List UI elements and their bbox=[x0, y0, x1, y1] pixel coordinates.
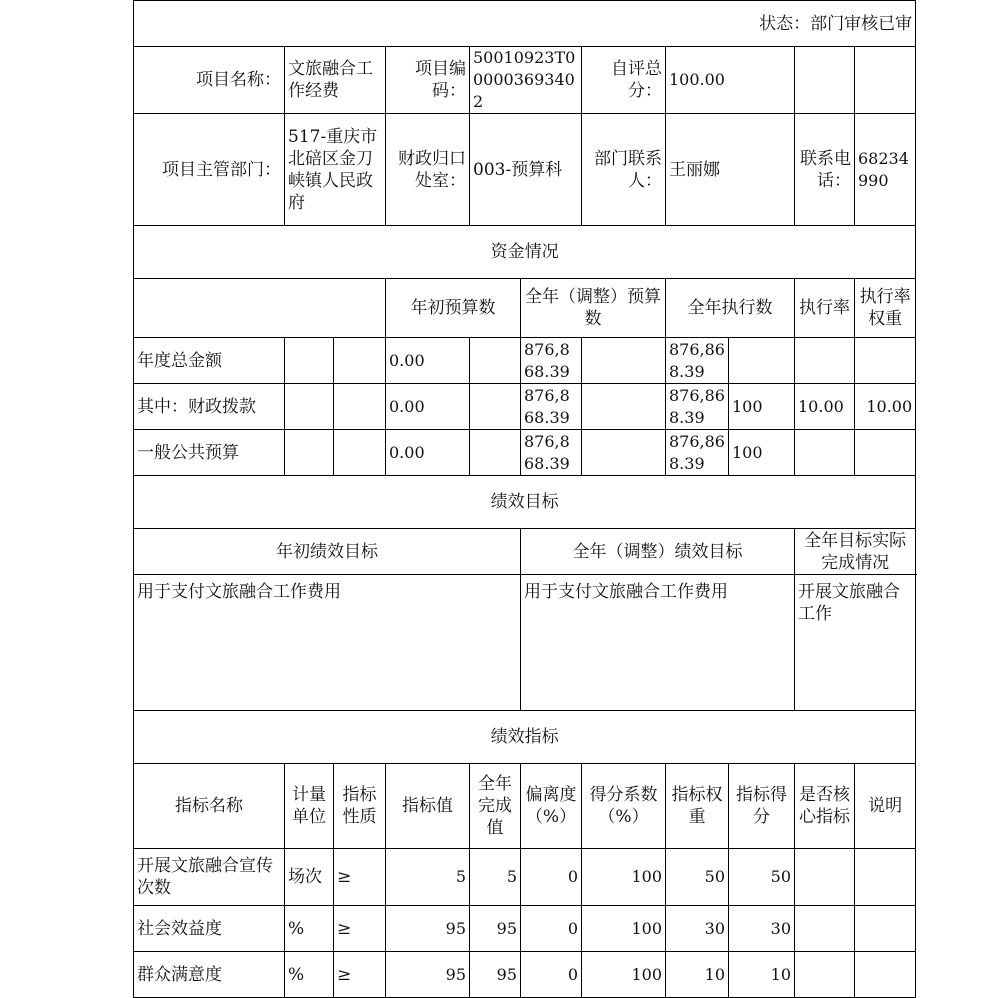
funds-row-name: 年度总金额 bbox=[134, 338, 285, 384]
ind-header-score: 指标得分 bbox=[729, 764, 795, 849]
empty-cell bbox=[334, 430, 386, 476]
ind-row-nature: ≥ bbox=[334, 849, 386, 906]
empty-cell bbox=[334, 338, 386, 384]
ind-row-nature: ≥ bbox=[334, 906, 386, 952]
empty-cell bbox=[285, 430, 334, 476]
project-name-label: 项目名称： bbox=[134, 47, 285, 114]
empty-cell bbox=[855, 47, 916, 114]
ind-row-name: 开展文旅融合宣传次数 bbox=[134, 849, 285, 906]
funds-row-score bbox=[855, 430, 916, 476]
empty-cell bbox=[582, 430, 666, 476]
ind-row-note bbox=[855, 952, 916, 998]
goals-header-adjusted: 全年（调整）绩效目标 bbox=[521, 529, 795, 575]
ind-row-value: 95 bbox=[386, 906, 470, 952]
empty-cell bbox=[285, 338, 334, 384]
ind-row-deviation: 0 bbox=[521, 952, 582, 998]
ind-header-name: 指标名称 bbox=[134, 764, 285, 849]
finance-office-label: 财政归口处室： bbox=[386, 114, 470, 226]
ind-header-deviation: 偏离度（%） bbox=[521, 764, 582, 849]
ind-row-weight: 50 bbox=[666, 849, 729, 906]
table-row bbox=[134, 430, 916, 476]
funds-row-adjusted: 876,868.39 bbox=[521, 384, 582, 430]
funds-row-score bbox=[855, 338, 916, 384]
funds-row-initial: 0.00 bbox=[386, 430, 470, 476]
department-label: 项目主管部门： bbox=[134, 114, 285, 226]
funds-row-weight bbox=[795, 338, 855, 384]
funds-header-weight: 执行率权重 bbox=[855, 279, 916, 338]
funds-row-executed: 876,868.39 bbox=[666, 384, 729, 430]
ind-row-name: 社会效益度 bbox=[134, 906, 285, 952]
table-row bbox=[134, 384, 916, 430]
ind-header-core: 是否核心指标 bbox=[795, 764, 855, 849]
indicators-section-title: 绩效指标 bbox=[134, 711, 916, 764]
ind-row-deviation: 0 bbox=[521, 849, 582, 906]
department-value: 517-重庆市北碚区金刀峡镇人民政府 bbox=[285, 114, 386, 226]
ind-row-coef: 100 bbox=[582, 906, 666, 952]
funds-row-initial: 0.00 bbox=[386, 338, 470, 384]
empty-cell bbox=[795, 47, 855, 114]
ind-header-unit: 计量单位 bbox=[285, 764, 334, 849]
funds-row-initial: 0.00 bbox=[386, 384, 470, 430]
self-evaluation-table bbox=[133, 0, 916, 998]
ind-row-unit: % bbox=[285, 906, 334, 952]
ind-row-weight: 10 bbox=[666, 952, 729, 998]
ind-row-nature: ≥ bbox=[334, 952, 386, 998]
ind-row-unit: 场次 bbox=[285, 849, 334, 906]
funds-header-initial: 年初预算数 bbox=[386, 279, 521, 338]
contact-value: 王丽娜 bbox=[666, 114, 795, 226]
ind-row-value: 95 bbox=[386, 952, 470, 998]
ind-row-deviation: 0 bbox=[521, 906, 582, 952]
ind-row-completed: 95 bbox=[470, 906, 521, 952]
empty-cell bbox=[582, 384, 666, 430]
self-score-label: 自评总分： bbox=[582, 47, 666, 114]
empty-cell bbox=[334, 384, 386, 430]
phone-label: 联系电话： bbox=[795, 114, 855, 226]
ind-row-score: 50 bbox=[729, 849, 795, 906]
table-row bbox=[134, 952, 916, 998]
funds-row-rate: 100 bbox=[729, 430, 795, 476]
ind-row-value: 5 bbox=[386, 849, 470, 906]
phone-value: 68234990 bbox=[855, 114, 916, 226]
ind-row-core bbox=[795, 952, 855, 998]
ind-header-coef: 得分系数（%） bbox=[582, 764, 666, 849]
ind-header-note: 说明 bbox=[855, 764, 916, 849]
funds-row-executed: 876,868.39 bbox=[666, 338, 729, 384]
status-text: 状态：部门审核已审 bbox=[134, 1, 916, 47]
empty-cell bbox=[582, 338, 666, 384]
funds-row-rate bbox=[729, 338, 795, 384]
project-name-value: 文旅融合工作经费 bbox=[285, 47, 386, 114]
ind-row-note bbox=[855, 849, 916, 906]
funds-row-adjusted: 876,868.39 bbox=[521, 430, 582, 476]
funds-row-name: 其中：财政拨款 bbox=[134, 384, 285, 430]
ind-row-note bbox=[855, 906, 916, 952]
goals-initial-text: 用于支付文旅融合工作费用 bbox=[134, 575, 521, 711]
self-score-value: 100.00 bbox=[666, 47, 795, 114]
ind-row-completed: 5 bbox=[470, 849, 521, 906]
goals-section-title: 绩效目标 bbox=[134, 476, 916, 529]
funds-header-blank bbox=[134, 279, 386, 338]
funds-header-adjusted: 全年（调整）预算数 bbox=[521, 279, 666, 338]
ind-row-coef: 100 bbox=[582, 952, 666, 998]
goals-header-initial: 年初绩效目标 bbox=[134, 529, 521, 575]
funds-row-executed: 876,868.39 bbox=[666, 430, 729, 476]
funds-row-score: 10.00 bbox=[855, 384, 916, 430]
funds-row-adjusted: 876,868.39 bbox=[521, 338, 582, 384]
funds-row-rate: 100 bbox=[729, 384, 795, 430]
empty-cell bbox=[285, 384, 334, 430]
finance-office-value: 003-预算科 bbox=[470, 114, 582, 226]
goals-header-actual: 全年目标实际完成情况 bbox=[795, 529, 916, 575]
ind-header-weight: 指标权重 bbox=[666, 764, 729, 849]
table-row bbox=[134, 906, 916, 952]
ind-row-core bbox=[795, 906, 855, 952]
empty-cell bbox=[470, 430, 521, 476]
ind-row-score: 10 bbox=[729, 952, 795, 998]
project-code-label: 项目编码： bbox=[386, 47, 470, 114]
ind-row-completed: 95 bbox=[470, 952, 521, 998]
ind-row-coef: 100 bbox=[582, 849, 666, 906]
funds-section-title: 资金情况 bbox=[134, 226, 916, 279]
ind-header-nature: 指标性质 bbox=[334, 764, 386, 849]
goals-actual-text: 开展文旅融合工作 bbox=[795, 575, 916, 711]
contact-label: 部门联系人： bbox=[582, 114, 666, 226]
table-row bbox=[134, 338, 916, 384]
funds-header-rate: 执行率 bbox=[795, 279, 855, 338]
funds-header-executed: 全年执行数 bbox=[666, 279, 795, 338]
table-row bbox=[134, 849, 916, 906]
ind-row-core bbox=[795, 849, 855, 906]
empty-cell bbox=[470, 384, 521, 430]
funds-row-name: 一般公共预算 bbox=[134, 430, 285, 476]
funds-row-weight bbox=[795, 430, 855, 476]
ind-row-score: 30 bbox=[729, 906, 795, 952]
empty-cell bbox=[470, 338, 521, 384]
ind-row-name: 群众满意度 bbox=[134, 952, 285, 998]
ind-header-completed: 全年完成值 bbox=[470, 764, 521, 849]
ind-header-value: 指标值 bbox=[386, 764, 470, 849]
ind-row-weight: 30 bbox=[666, 906, 729, 952]
funds-row-weight: 10.00 bbox=[795, 384, 855, 430]
goals-adjusted-text: 用于支付文旅融合工作费用 bbox=[521, 575, 795, 711]
project-code-value: 50010923T000003693402 bbox=[470, 47, 582, 114]
ind-row-unit: % bbox=[285, 952, 334, 998]
